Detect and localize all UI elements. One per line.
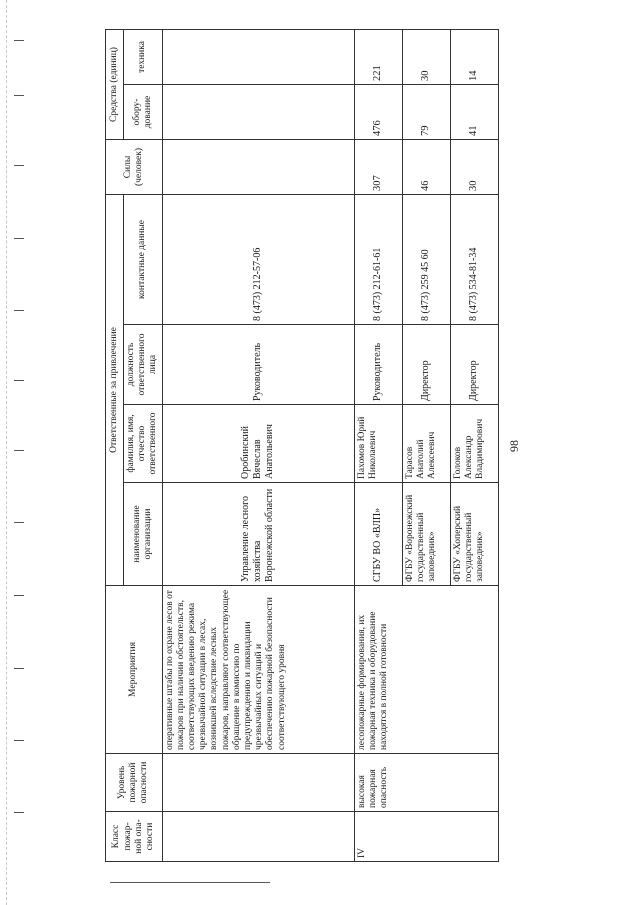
cell-person: Тарасов Анатолий Алексеевич: [402, 405, 450, 483]
binding-mark: [14, 812, 24, 813]
cell-org: ФГБУ «Хоперский государственный заповедник»: [450, 483, 498, 586]
cell-forces: 46: [402, 140, 450, 195]
binding-mark: [14, 668, 24, 669]
cell-position: Руководитель: [162, 325, 354, 405]
header-position: должность ответственного лица: [124, 325, 163, 405]
cell-measures: лесопожарные формирования, их пожарная техника и оборудование находятся в полной готовности: [354, 586, 498, 754]
cell-fire-level: [162, 754, 354, 812]
cell-org: ФГБУ «Воронежский государственный заповедник»: [402, 483, 450, 586]
cell-fire-level: высокая пожарная опасность: [354, 754, 498, 812]
binding-mark: [14, 165, 24, 166]
header-responsible: Ответственные за привлечение: [106, 195, 124, 586]
cell-machinery: 30: [402, 29, 450, 84]
header-fire-class: Класс пожар-ной опа-сности: [106, 812, 163, 862]
header-means: Средства (единиц): [106, 29, 124, 139]
binding-mark: [14, 380, 24, 381]
cell-person: Пахомов Юрий Николаевич: [354, 405, 402, 483]
cell-fire-class: [162, 812, 354, 862]
cell-equipment: 79: [402, 85, 450, 140]
cell-forces: 30: [450, 140, 498, 195]
cell-contacts: 8 (473) 212-57-06: [162, 195, 354, 325]
table-row: [162, 29, 354, 861]
header-forces: Силы (человек): [106, 140, 163, 195]
cell-equipment: 476: [354, 85, 402, 140]
header-contacts: контактные данные: [124, 195, 163, 325]
rotated-page: [105, 30, 637, 862]
cell-fire-class: IV: [354, 812, 498, 862]
footer-rule: [110, 882, 270, 883]
table-row: [354, 29, 402, 861]
binding-mark: [14, 95, 24, 96]
binding-mark: [14, 740, 24, 741]
cell-position: Директор: [402, 325, 450, 405]
binding-mark: [14, 450, 24, 451]
fire-measures-table: [105, 29, 499, 862]
cell-org: Управление лесного хозяйства Воронежской области: [162, 483, 354, 586]
cell-position: Директор: [450, 325, 498, 405]
scan-edge: [0, 0, 7, 905]
binding-mark: [14, 238, 24, 239]
header-measures: Мероприятия: [106, 586, 163, 754]
cell-contacts: 8 (473) 212-61-61: [354, 195, 402, 325]
cell-equipment: 41: [450, 85, 498, 140]
binding-mark: [14, 522, 24, 523]
cell-machinery: 14: [450, 29, 498, 84]
cell-forces: [162, 140, 354, 195]
cell-person: Оробинский Вячеслав Анатольевич: [162, 405, 354, 483]
cell-contacts: 8 (473) 259 45 60: [402, 195, 450, 325]
header-machinery: техника: [124, 29, 163, 84]
cell-contacts: 8 (473) 534-81-34: [450, 195, 498, 325]
binding-mark: [14, 40, 24, 41]
binding-mark: [14, 595, 24, 596]
cell-measures: оперативные штабы по охране лесов от пожаров при наличии обстоятельств, соответствующих введению режима чрезвычайной ситуации в лесах, возникшей вследствие лесных пожаров, направляют соответствующее обращение в комиссию по предупреждению и ликвидации чрезвычайных ситуаций и обеспечению пожарной безопасности соответствующего уровня: [162, 586, 354, 754]
cell-forces: 307: [354, 140, 402, 195]
cell-person: Голоков Александр Владимирович: [450, 405, 498, 483]
cell-equipment: [162, 85, 354, 140]
header-fire-level: Уровень пожарной опасности: [106, 754, 163, 812]
header-org: наименование организации: [124, 483, 163, 586]
cell-position: Руководитель: [354, 325, 402, 405]
header-equipment: обору-дование: [124, 85, 163, 140]
cell-machinery: [162, 29, 354, 84]
cell-org: СГБУ ВО «ВЛП»: [354, 483, 402, 586]
header-row-1: [106, 29, 124, 861]
cell-machinery: 221: [354, 29, 402, 84]
header-person: фамилия, имя, отчество ответственного: [124, 405, 163, 483]
page-number: 98: [507, 440, 521, 452]
binding-mark: [14, 310, 24, 311]
